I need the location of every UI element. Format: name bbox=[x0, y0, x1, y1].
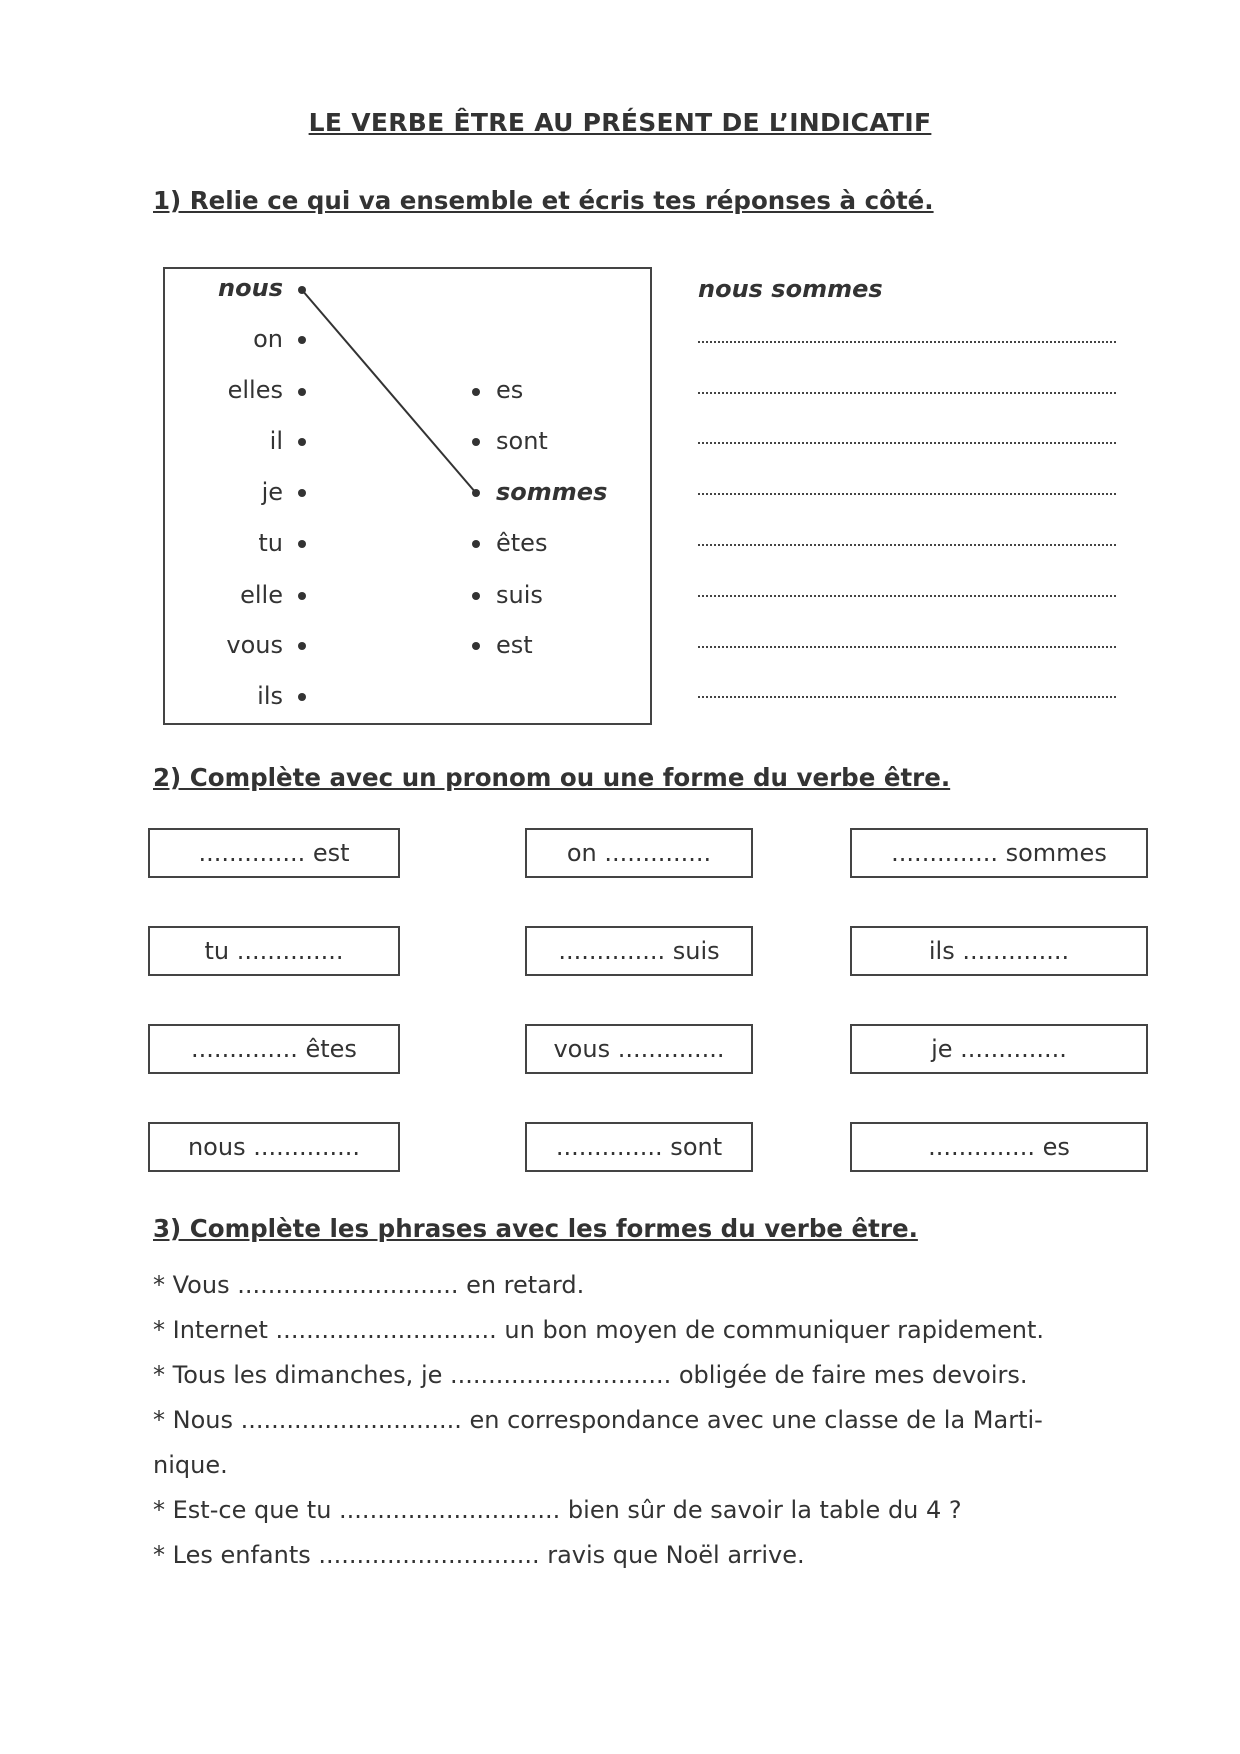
answer-line[interactable] bbox=[698, 442, 1116, 444]
verb-label: sommes bbox=[496, 478, 608, 506]
verb-dot bbox=[472, 438, 480, 446]
sentence-line: * Est-ce que tu ............................. bien sûr de savoir la table du 4 ? bbox=[153, 1496, 962, 1524]
answer-line[interactable] bbox=[698, 646, 1116, 648]
section2-heading: 2) Complète avec un pronom ou une forme du verbe être. bbox=[153, 763, 951, 792]
fill-box[interactable]: on .............. bbox=[525, 828, 753, 878]
fill-box[interactable]: tu .............. bbox=[148, 926, 400, 976]
example-link-line bbox=[302, 290, 476, 493]
verb-dot bbox=[472, 642, 480, 650]
sentence-line: * Internet ............................. un bon moyen de communiquer rapidement. bbox=[153, 1316, 1045, 1344]
pronoun-dot bbox=[298, 489, 306, 497]
sentence-line: * Nous ............................. en correspondance avec une classe de la Marti- bbox=[153, 1406, 1043, 1434]
fill-box[interactable]: .............. sommes bbox=[850, 828, 1148, 878]
sentence-line: nique. bbox=[153, 1451, 228, 1479]
answer-line[interactable] bbox=[698, 392, 1116, 394]
section1-heading: 1) Relie ce qui va ensemble et écris tes réponses à côté. bbox=[153, 186, 934, 215]
pronoun-label: vous bbox=[226, 631, 283, 659]
fill-box[interactable]: .............. es bbox=[850, 1122, 1148, 1172]
fill-box[interactable]: je .............. bbox=[850, 1024, 1148, 1074]
answer-line[interactable] bbox=[698, 696, 1116, 698]
verb-dot bbox=[472, 540, 480, 548]
pronoun-label: il bbox=[269, 427, 283, 455]
verb-label: es bbox=[496, 376, 524, 404]
pronoun-dot bbox=[298, 540, 306, 548]
pronoun-label: tu bbox=[258, 529, 283, 557]
pronoun-dot bbox=[298, 642, 306, 650]
sentence-line: * Les enfants ............................. ravis que Noël arrive. bbox=[153, 1541, 805, 1569]
fill-box[interactable]: .............. est bbox=[148, 828, 400, 878]
verb-dot bbox=[472, 388, 480, 396]
pronoun-label: on bbox=[253, 325, 283, 353]
answer-line[interactable] bbox=[698, 493, 1116, 495]
fill-box[interactable]: vous .............. bbox=[525, 1024, 753, 1074]
fill-box[interactable]: .............. êtes bbox=[148, 1024, 400, 1074]
pronoun-label: elle bbox=[240, 581, 283, 609]
pronoun-dot bbox=[298, 388, 306, 396]
fill-box[interactable]: .............. sont bbox=[525, 1122, 753, 1172]
pronoun-label: elles bbox=[227, 376, 283, 404]
verb-label: suis bbox=[496, 581, 543, 609]
answer-example: nous sommes bbox=[698, 275, 883, 303]
answer-line[interactable] bbox=[698, 595, 1116, 597]
pronoun-label: je bbox=[261, 478, 283, 506]
answer-line[interactable] bbox=[698, 341, 1116, 343]
pronoun-dot bbox=[298, 693, 306, 701]
verb-label: est bbox=[496, 631, 533, 659]
pronoun-dot bbox=[298, 438, 306, 446]
pronoun-label: ils bbox=[257, 682, 283, 710]
fill-box[interactable]: ils .............. bbox=[850, 926, 1148, 976]
page-title: LE VERBE ÊTRE AU PRÉSENT DE L’INDICATIF bbox=[308, 108, 932, 137]
pronoun-label: nous bbox=[218, 274, 283, 302]
verb-label: sont bbox=[496, 427, 548, 455]
verb-dot bbox=[472, 592, 480, 600]
verb-label: êtes bbox=[496, 529, 548, 557]
fill-box[interactable]: nous .............. bbox=[148, 1122, 400, 1172]
pronoun-dot bbox=[298, 336, 306, 344]
answer-line[interactable] bbox=[698, 544, 1116, 546]
pronoun-dot bbox=[298, 592, 306, 600]
section3-heading: 3) Complète les phrases avec les formes du verbe être. bbox=[153, 1214, 918, 1243]
sentence-line: * Tous les dimanches, je ............................. obligée de faire mes devoirs. bbox=[153, 1361, 1028, 1389]
fill-box[interactable]: .............. suis bbox=[525, 926, 753, 976]
sentence-line: * Vous ............................. en retard. bbox=[153, 1271, 585, 1299]
